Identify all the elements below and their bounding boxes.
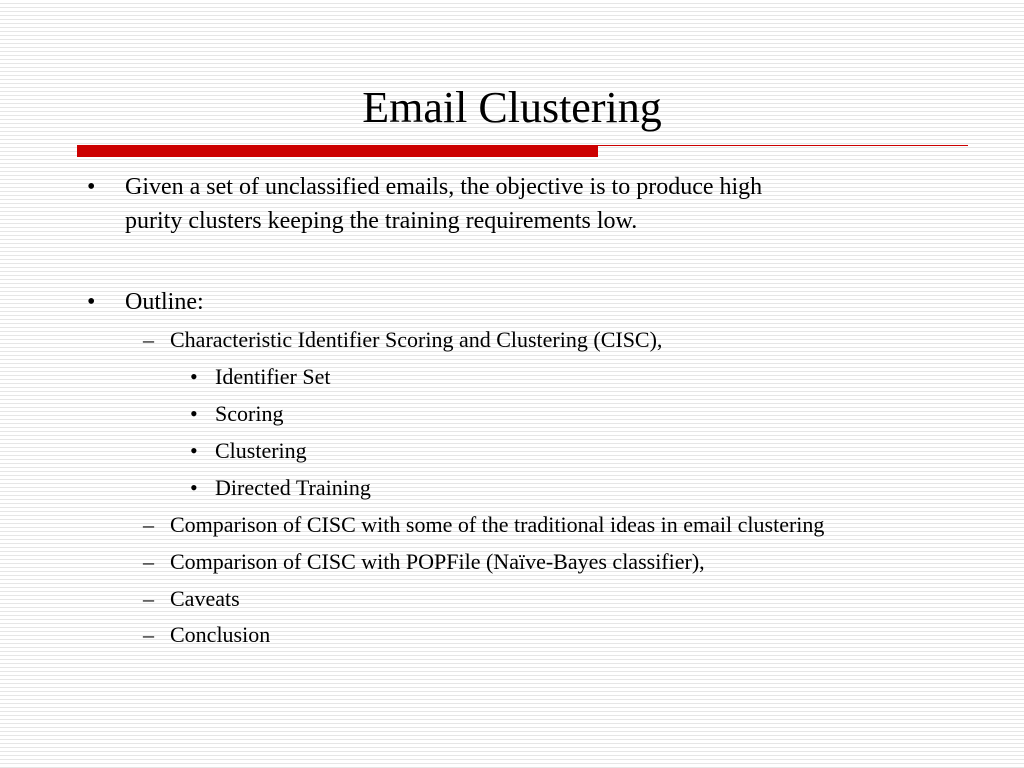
bullet-marker: • (190, 401, 198, 426)
sub-sub-bullet-text: Directed Training (215, 475, 371, 500)
bullet-marker: • (87, 289, 96, 315)
sub-bullet-text: Characteristic Identifier Scoring and Clustering (CISC), (170, 327, 663, 352)
dash-marker: – (143, 586, 154, 611)
sub-sub-bullet-text: Clustering (215, 438, 307, 463)
sub-bullet-text: Comparison of CISC with POPFile (Naïve-Bayes classifier), (170, 549, 705, 574)
bullet-marker: • (190, 475, 198, 500)
slide-title: Email Clustering (362, 83, 662, 132)
dash-marker: – (143, 512, 154, 537)
bullet-text-line: purity clusters keeping the training requirements low. (125, 208, 638, 234)
sub-sub-bullet-text: Scoring (215, 401, 284, 426)
bullet-text-line: Given a set of unclassified emails, the objective is to produce high (125, 174, 763, 200)
bullet-marker: • (87, 174, 96, 200)
bullet-text-line: Outline: (125, 289, 204, 315)
sub-sub-bullet-text: Identifier Set (215, 364, 331, 389)
bullet-marker: • (190, 364, 198, 389)
sub-bullet-text: Caveats (170, 586, 240, 611)
sub-bullet-text: Conclusion (170, 622, 271, 647)
dash-marker: – (143, 549, 154, 574)
dash-marker: – (143, 622, 154, 647)
bullet-marker: • (190, 438, 198, 463)
dash-marker: – (143, 327, 154, 352)
sub-bullet-text: Comparison of CISC with some of the traditional ideas in email clustering (170, 512, 825, 537)
